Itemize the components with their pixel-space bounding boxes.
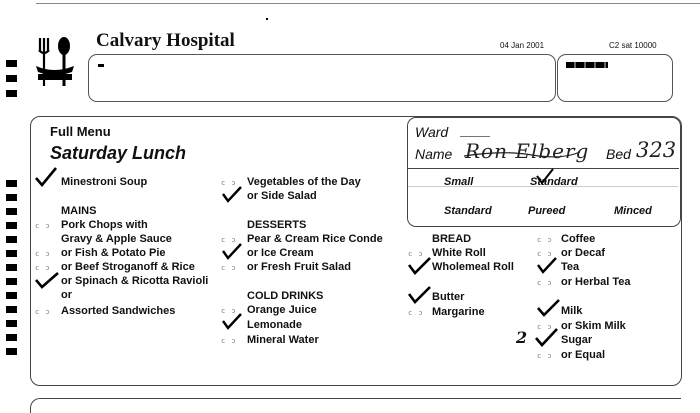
tick-icon (34, 270, 60, 290)
hospital-name: Calvary Hospital (96, 30, 235, 51)
drink-item[interactable]: Mineral Water (247, 334, 319, 346)
ward-field[interactable] (460, 136, 490, 137)
bread-heading: BREAD (432, 233, 472, 245)
margin-mark (6, 348, 17, 355)
portion-standard[interactable]: Standard (530, 176, 578, 188)
hot-drink-item[interactable]: or Herbal Tea (561, 276, 631, 288)
barcode (566, 62, 608, 68)
bread-item[interactable]: White Roll (432, 247, 486, 259)
checkbox[interactable]: c ɔ (35, 250, 51, 258)
margin-mark (6, 194, 17, 201)
checkbox[interactable]: c ɔ (35, 264, 51, 272)
name-label: Name (415, 146, 453, 162)
cold-drinks-heading: COLD DRINKS (247, 290, 324, 302)
margin-mark (6, 75, 17, 82)
dessert-item[interactable]: or Fresh Fruit Salad (247, 261, 351, 273)
cutlery-logo-icon (34, 36, 76, 90)
hot-drink-item-selected[interactable]: Tea (561, 261, 580, 273)
veg-item[interactable]: Vegetables of the Day (247, 176, 361, 188)
checkbox[interactable]: c ɔ (408, 250, 424, 258)
checkbox[interactable]: c ɔ (537, 352, 553, 360)
bread-item-selected[interactable]: Wholemeal Roll (432, 261, 514, 273)
top-rule (36, 3, 700, 4)
tick-icon (533, 327, 559, 349)
margin-mark (6, 320, 17, 327)
checkbox[interactable]: c ɔ (221, 264, 237, 272)
checkbox[interactable]: c ɔ (221, 337, 237, 345)
stray-mark (266, 18, 268, 20)
margin-mark (6, 264, 17, 271)
margin-mark (6, 222, 17, 229)
tick-icon (220, 242, 244, 262)
drink-item-selected[interactable]: Lemonade (247, 319, 303, 331)
drink-item[interactable]: Orange Juice (247, 304, 317, 316)
veg-item-selected[interactable]: or Side Salad (247, 190, 317, 202)
milk-item[interactable]: or Skim Milk (561, 320, 626, 332)
margin-mark (6, 208, 17, 215)
tick-icon (220, 312, 244, 332)
margin-mark (6, 250, 17, 257)
margin-mark (6, 60, 17, 67)
name-scribble (462, 146, 582, 166)
checkbox[interactable]: c ɔ (537, 250, 553, 258)
checkbox[interactable]: c ɔ (221, 307, 237, 315)
menu-type: Full Menu (50, 124, 111, 139)
margin-mark (6, 334, 17, 341)
desserts-heading: DESSERTS (247, 219, 307, 231)
sugar-item-selected[interactable]: Sugar (561, 334, 593, 346)
texture-pureed[interactable]: Pureed (528, 205, 566, 217)
main-item: or (61, 289, 72, 301)
tick-icon (535, 298, 561, 318)
dessert-item[interactable]: Pear & Cream Rice Conde (247, 233, 383, 245)
next-frame-edge (30, 398, 681, 413)
main-item[interactable]: Pork Chops with (61, 219, 148, 231)
checkbox[interactable]: c ɔ (35, 308, 51, 316)
bed-number[interactable]: 323 (636, 138, 677, 162)
checkbox[interactable]: c ɔ (408, 309, 424, 317)
hot-drink-item[interactable]: Coffee (561, 233, 596, 245)
main-item-selected[interactable]: or Spinach & Ricotta Ravioli (61, 275, 209, 287)
meal-title: Saturday Lunch (50, 143, 187, 163)
dessert-item-selected[interactable]: or Ice Cream (247, 247, 314, 259)
patient-label-box (88, 54, 556, 102)
bed-label: Bed (606, 146, 631, 162)
milk-item-selected[interactable]: Milk (561, 305, 583, 317)
spread-item[interactable]: Margarine (432, 306, 485, 318)
main-item[interactable]: or Fish & Potato Pie (61, 247, 166, 259)
tick-icon (535, 168, 555, 186)
portion-small[interactable]: Small (444, 176, 474, 188)
checkbox[interactable]: c ɔ (221, 179, 237, 187)
tick-icon (406, 256, 432, 276)
mains-heading: MAINS (61, 205, 97, 217)
tick-icon (34, 166, 58, 188)
tick-icon (535, 256, 559, 276)
ward-label: Ward (415, 124, 449, 140)
margin-mark (6, 292, 17, 299)
sugar-item[interactable]: or Equal (561, 349, 606, 361)
main-item[interactable]: or Beef Stroganoff & Rice (61, 261, 195, 273)
patient-name[interactable]: Ron Elberg (465, 139, 590, 163)
checkbox[interactable]: c ɔ (35, 222, 51, 230)
tick-icon (406, 285, 432, 305)
main-item[interactable]: Assorted Sandwiches (61, 305, 176, 317)
texture-minced[interactable]: Minced (614, 205, 652, 217)
margin-mark (6, 306, 17, 313)
label-mark (98, 64, 104, 67)
margin-mark (6, 236, 17, 243)
spread-item-selected[interactable]: Butter (432, 291, 465, 303)
hot-drink-item[interactable]: or Decaf (561, 247, 606, 259)
sugar-quantity: 2 (516, 328, 528, 347)
texture-standard[interactable]: Standard (444, 205, 492, 217)
main-item: Gravy & Apple Sauce (61, 233, 172, 245)
checkbox[interactable]: c ɔ (221, 236, 237, 244)
tick-icon (220, 185, 244, 205)
margin-mark (6, 278, 17, 285)
checkbox[interactable]: c ɔ (537, 323, 553, 331)
margin-mark (6, 90, 17, 97)
menu-date: 04 Jan 2001 (500, 41, 545, 50)
checkbox[interactable]: c ɔ (537, 236, 553, 244)
soup-item[interactable]: Minestroni Soup (61, 176, 148, 188)
menu-code: C2 sat 10000 (609, 41, 657, 50)
margin-mark (6, 180, 17, 187)
checkbox[interactable]: c ɔ (537, 279, 553, 287)
